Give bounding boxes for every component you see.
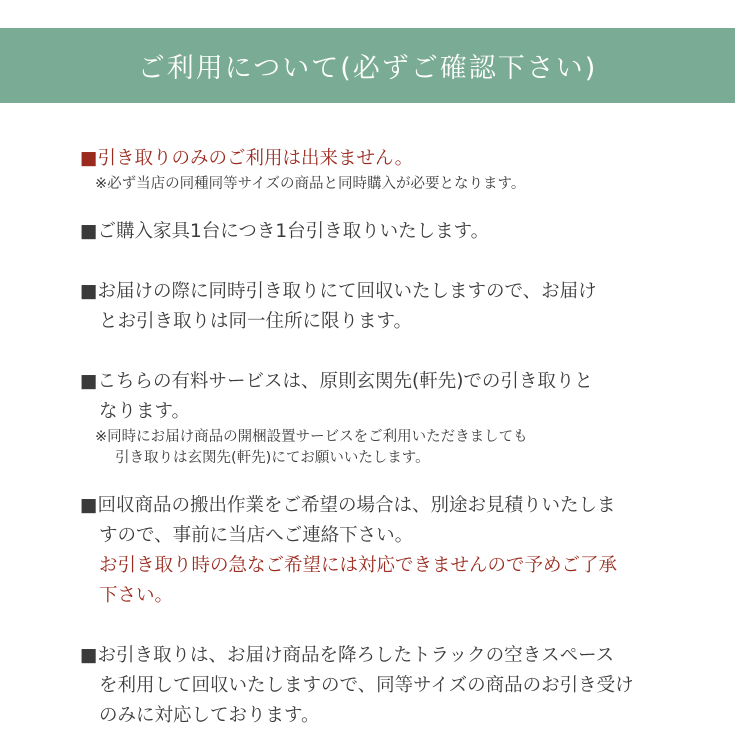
notice-item-entrance	[80, 367, 705, 469]
notice-content	[80, 144, 705, 731]
notice-line: ■お引き取りは、お届け商品を降ろしたトラックの空きスペース	[80, 645, 615, 666]
banner-title: ご利用について(必ずご確認下さい)	[137, 53, 598, 84]
notice-line-red: 下さい。	[99, 585, 174, 606]
notice-item-pickup-only	[80, 144, 705, 195]
notice-item-same-address	[80, 277, 705, 337]
notice-line: ■ご購入家具1台につき1台引き取りいたします。	[80, 221, 490, 242]
notice-line: のみに対応しております。	[99, 705, 320, 726]
notice-line: すので、事前に当店へご連絡下さい。	[99, 525, 414, 546]
notice-line: なります。	[99, 401, 191, 422]
notice-line: ■回収商品の搬出作業をご希望の場合は、別途お見積りいたしま	[80, 495, 616, 516]
notice-item-truck-space	[80, 641, 705, 731]
notice-note: ※同時にお届け商品の開梱設置サービスをご利用いただきましても	[95, 429, 528, 445]
notice-line: ■こちらの有料サービスは、原則玄関先(軒先)での引き取りと	[80, 371, 593, 392]
notice-line: を利用して回収いたしますので、同等サイズの商品のお引き受け	[99, 675, 634, 696]
notice-line-red: お引き取り時の急なご希望には対応できませんので予めご了承	[99, 555, 618, 576]
notice-line-red: ■引き取りのみのご利用は出来ません。	[80, 148, 414, 169]
notice-line: ■お届けの際に同時引き取りにて回収いたしますので、お届け	[80, 281, 597, 302]
notice-note: 引き取りは玄関先(軒先)にてお願いいたします。	[115, 450, 430, 466]
notice-note: ※必ず当店の同種同等サイズの商品と同時購入が必要となります。	[95, 176, 526, 192]
notice-item-carry-out	[80, 491, 705, 611]
notice-line: とお引き取りは同一住所に限ります。	[99, 311, 413, 332]
header-banner	[0, 28, 735, 103]
notice-item-one-per-purchase	[80, 217, 705, 247]
